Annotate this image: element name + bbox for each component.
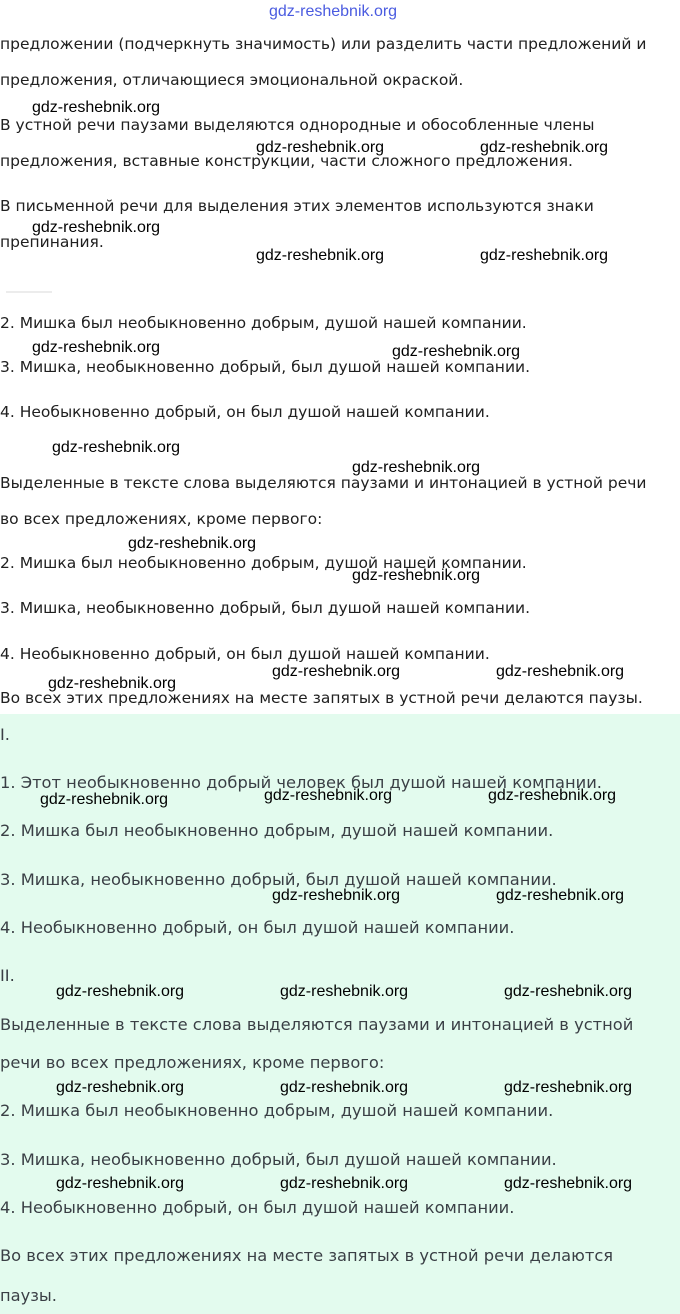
watermark: gdz-reshebnik.org (504, 983, 633, 1000)
text-line: 2. Мишка был необыкновенно добрым, душой нашей компании. (0, 1101, 554, 1120)
section-heading: I. (0, 725, 10, 744)
watermark: gdz-reshebnik.org (56, 1079, 185, 1096)
watermark: gdz-reshebnik.org (352, 459, 481, 476)
text-line: Выделенные в тексте слова выделяются паузами и интонацией в устной (0, 1015, 634, 1034)
text-line: В устной речи паузами выделяются однородные и обособленные члены (0, 116, 595, 134)
watermark: gdz-reshebnik.org (280, 983, 409, 1000)
text-line: 3. Мишка, необыкновенно добрый, был душой нашей компании. (0, 870, 557, 889)
text-line: Во всех этих предложениях на месте запятых в устной речи делаются паузы. (0, 689, 643, 707)
watermark: gdz-reshebnik.org (256, 247, 385, 264)
watermark: gdz-reshebnik.org (480, 139, 609, 156)
watermark: gdz-reshebnik.org (480, 247, 609, 264)
watermark: gdz-reshebnik.org (496, 887, 625, 904)
watermark: gdz-reshebnik.org (272, 887, 401, 904)
text-line: 3. Мишка, необыкновенно добрый, был душой нашей компании. (0, 358, 531, 376)
text-line: во всех предложениях, кроме первого: (0, 510, 323, 528)
text-line: предложения, отличающиеся эмоциональной окраской. (0, 71, 464, 89)
text-line: 3. Мишка, необыкновенно добрый, был душой нашей компании. (0, 599, 531, 617)
watermark: gdz-reshebnik.org (504, 1175, 633, 1192)
watermark: gdz-reshebnik.org (392, 343, 521, 360)
site-header-link[interactable]: gdz-reshebnik.org (269, 3, 398, 20)
watermark: gdz-reshebnik.org (52, 439, 181, 456)
watermark: gdz-reshebnik.org (56, 983, 185, 1000)
watermark: gdz-reshebnik.org (256, 139, 385, 156)
watermark: gdz-reshebnik.org (280, 1079, 409, 1096)
text-line: предложении (подчеркнуть значимость) или разделить части предложений и (0, 35, 647, 53)
text-line: 2. Мишка был необыкновенно добрым, душой нашей компании. (0, 314, 527, 332)
watermark: gdz-reshebnik.org (504, 1079, 633, 1096)
text-line: 1. Этот необыкновенно добрый человек был душой нашей компании. (0, 773, 602, 792)
text-line: 2. Мишка был необыкновенно добрым, душой нашей компании. (0, 554, 527, 572)
divider (6, 291, 52, 293)
watermark: gdz-reshebnik.org (48, 675, 177, 692)
watermark: gdz-reshebnik.org (32, 339, 161, 356)
watermark: gdz-reshebnik.org (40, 791, 169, 808)
text-line: 4. Необыкновенно добрый, он был душой нашей компании. (0, 918, 515, 937)
text-line: предложения, вставные конструкции, части сложного предложения. (0, 152, 573, 170)
text-line: 4. Необыкновенно добрый, он был душой нашей компании. (0, 403, 490, 421)
watermark: gdz-reshebnik.org (496, 663, 625, 680)
text-line: 3. Мишка, необыкновенно добрый, был душой нашей компании. (0, 1150, 557, 1169)
text-line: 2. Мишка был необыкновенно добрым, душой нашей компании. (0, 821, 554, 840)
text-line: Выделенные в тексте слова выделяются паузами и интонацией в устной речи (0, 474, 647, 492)
text-line: паузы. (0, 1286, 57, 1305)
watermark: gdz-reshebnik.org (264, 787, 393, 804)
watermark: gdz-reshebnik.org (32, 99, 161, 116)
watermark: gdz-reshebnik.org (280, 1175, 409, 1192)
text-line: речи во всех предложениях, кроме первого: (0, 1053, 385, 1072)
watermark: gdz-reshebnik.org (272, 663, 401, 680)
watermark: gdz-reshebnik.org (488, 787, 617, 804)
text-line: В письменной речи для выделения этих элементов используются знаки (0, 197, 594, 215)
section-heading: II. (0, 966, 15, 985)
text-line: Во всех этих предложениях на месте запятых в устной речи делаются (0, 1246, 614, 1265)
watermark: gdz-reshebnik.org (352, 567, 481, 584)
watermark: gdz-reshebnik.org (56, 1175, 185, 1192)
text-line: 4. Необыкновенно добрый, он был душой нашей компании. (0, 645, 490, 663)
text-line: 4. Необыкновенно добрый, он был душой нашей компании. (0, 1198, 515, 1217)
watermark: gdz-reshebnik.org (128, 535, 257, 552)
text-line: препинания. (0, 233, 104, 251)
watermark: gdz-reshebnik.org (32, 219, 161, 236)
